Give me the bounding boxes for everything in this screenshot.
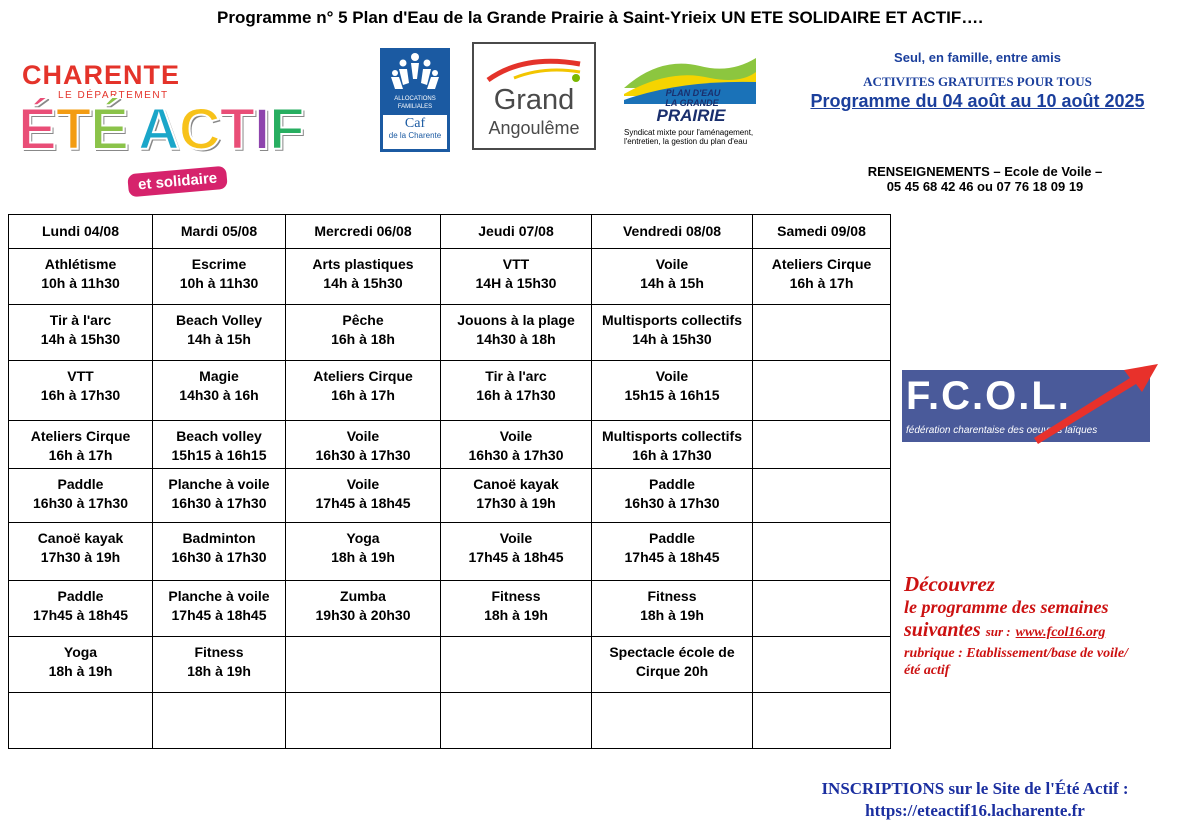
activity-cell: [441, 469, 592, 523]
schedule-body: [9, 249, 891, 749]
activity-cell: [753, 249, 891, 305]
activity-name: Tir à l'arc: [485, 368, 547, 384]
discover-suivantes: suivantes: [904, 619, 981, 641]
activity-time: 16h à 17h: [48, 447, 113, 463]
activity-time: 16h30 à 17h30: [624, 495, 720, 511]
activity-name: Voile: [346, 476, 380, 492]
caf-sub: de la Charente: [388, 131, 442, 140]
activity-cell: [592, 523, 753, 581]
activity-cell: [441, 421, 592, 469]
activity-cell: [592, 469, 753, 523]
activity-name: Voile: [655, 256, 689, 272]
discover-line4: rubrique : Etablissement/base de voile/: [904, 646, 1128, 661]
activity-name: Escrime: [191, 256, 247, 272]
activity-cell: [286, 249, 441, 305]
activity-time: 14h à 15h30: [40, 331, 121, 347]
activity-time: 17h45 à 18h45: [468, 549, 564, 565]
activity-name: Voile: [655, 368, 689, 384]
activity-name: Fitness: [194, 644, 244, 660]
activity-cell: [592, 249, 753, 305]
activity-cell: [753, 693, 891, 749]
schedule-row: [9, 581, 891, 637]
activity-name: Paddle: [649, 530, 695, 546]
activity-name: Paddle: [57, 588, 104, 604]
activity-cell: [753, 469, 891, 523]
ete-actif-letter: É: [18, 97, 56, 162]
activity-time: 18h à 19h: [187, 663, 251, 679]
activity-cell: [441, 305, 592, 361]
charente-logo-name: CHARENTE: [22, 60, 181, 90]
caf-logo: [380, 48, 450, 152]
activity-name: Ateliers Cirque: [30, 428, 131, 444]
schedule-row: [9, 421, 891, 469]
activity-name: Fitness: [491, 588, 541, 604]
activity-name: Voile: [499, 530, 533, 546]
activity-name: Voile: [499, 428, 533, 444]
activity-name: Planche à voile: [168, 476, 270, 492]
activity-time: 19h30 à 20h30: [315, 607, 411, 623]
activity-cell: [153, 361, 286, 421]
activity-name: Planche à voile: [168, 588, 270, 604]
activity-name: Jouons à la plage: [457, 312, 575, 328]
activity-cell: [286, 637, 441, 693]
activity-time: 15h15 à 16h15: [171, 447, 267, 463]
activity-time: 16h30 à 17h30: [468, 447, 564, 463]
activity-name: Canoë kayak: [37, 530, 124, 546]
activity-cell: [753, 637, 891, 693]
schedule-row: [9, 249, 891, 305]
day-header: Mercredi 06/08: [286, 215, 441, 249]
activity-cell: [153, 421, 286, 469]
activity-name: Arts plastiques: [312, 256, 414, 272]
activity-time: 18h à 19h: [331, 549, 395, 565]
caf-allocations-text: [381, 95, 449, 111]
activity-name: Beach volley: [176, 428, 262, 444]
activity-time: 17h45 à 18h45: [33, 607, 128, 623]
ete-actif-wordmark: [18, 98, 304, 162]
plan-eau-grande-prairie-logo: [620, 48, 770, 152]
plan-eau-description: [624, 128, 774, 146]
activity-cell: [441, 523, 592, 581]
activity-time: 18h à 19h: [48, 663, 113, 679]
activity-name: Yoga: [346, 530, 380, 546]
activity-cell: [153, 249, 286, 305]
tagline: Seul, en famille, entre amis: [894, 50, 1061, 65]
grand-angouleme-line2: Angoulême: [488, 118, 580, 138]
activity-time: 16h30 à 17h30: [33, 495, 128, 511]
activity-time: Cirque 20h: [635, 663, 709, 679]
activity-time: 14h à 15h: [187, 331, 251, 347]
activity-cell: [9, 305, 153, 361]
activity-cell: [592, 693, 753, 749]
activity-time: 18h à 19h: [484, 607, 548, 623]
ete-actif-letter: F: [269, 97, 304, 162]
discover-line2: le programme des semaines: [904, 597, 1109, 617]
activity-cell: [441, 581, 592, 637]
activity-cell: [592, 637, 753, 693]
plan-eau-line3: PRAIRIE: [656, 106, 726, 125]
activity-cell: [153, 305, 286, 361]
day-header: Jeudi 07/08: [441, 215, 592, 249]
caf-name-box: [383, 115, 447, 149]
ete-actif-letter: T: [55, 97, 91, 162]
activity-name: Canoë kayak: [473, 476, 559, 492]
activity-cell: [9, 693, 153, 749]
activity-cell: [441, 693, 592, 749]
activity-name: Ateliers Cirque: [313, 368, 413, 384]
activity-cell: [753, 581, 891, 637]
activity-name: Tir à l'arc: [49, 312, 112, 328]
activity-cell: [153, 693, 286, 749]
activity-name: Voile: [346, 428, 380, 444]
activity-cell: [9, 523, 153, 581]
activity-name: Fitness: [647, 588, 697, 604]
activity-time: 15h15 à 16h15: [624, 387, 720, 403]
activity-cell: [286, 693, 441, 749]
fcol-arrow-icon: [1032, 362, 1162, 448]
fcol-sub: fédération charentaise des oeuvres laïques: [906, 425, 1098, 436]
activity-name: Spectacle école de: [609, 644, 735, 660]
activity-time: 14h à 15h30: [323, 275, 403, 291]
discover-line1: Découvrez: [904, 572, 995, 596]
activity-cell: [286, 305, 441, 361]
ete-actif-letter: É: [90, 97, 128, 162]
grand-angouleme-logo: [472, 42, 596, 150]
activity-name: Paddle: [57, 476, 104, 492]
schedule-header-row: [9, 215, 891, 249]
charente-ete-actif-logo: [18, 58, 338, 208]
day-header: Mardi 05/08: [153, 215, 286, 249]
discover-line5: été actif: [904, 663, 950, 678]
plan-eau-line1: PLAN D'EAU: [665, 88, 721, 98]
activity-cell: [592, 305, 753, 361]
schedule-row: [9, 693, 891, 749]
schedule-table: [8, 214, 891, 749]
schedule-row: [9, 523, 891, 581]
activity-time: 14h à 15h: [640, 275, 704, 291]
ete-actif-letter: C: [178, 97, 220, 162]
activity-cell: [9, 249, 153, 305]
schedule-row: [9, 361, 891, 421]
grand-angouleme-line1: Grand: [493, 84, 575, 116]
activity-cell: [441, 637, 592, 693]
info-phone-numbers: 05 45 68 42 46 ou 07 76 18 09 19: [886, 179, 1084, 194]
et-solidaire-badge: et solidaire: [127, 166, 228, 198]
activity-time: 16h à 17h30: [40, 387, 121, 403]
activity-cell: [753, 361, 891, 421]
fcol-name: F.C.O.L.: [906, 374, 1071, 418]
activity-name: Yoga: [63, 644, 98, 660]
activity-time: 16h30 à 17h30: [171, 495, 267, 511]
activity-cell: [9, 637, 153, 693]
activity-time: 14h30 à 18h: [476, 331, 556, 347]
ete-actif-letter: A: [137, 97, 179, 162]
inscriptions-url-link[interactable]: https://eteactif16.lacharente.fr: [865, 801, 1085, 820]
caf-al-line2: FAMILIALES: [397, 104, 433, 110]
activity-name: Pêche: [342, 312, 384, 328]
discover-line3: [904, 618, 1194, 645]
inscriptions-label: INSCRIPTIONS sur le Site de l'Été Actif :: [821, 779, 1129, 798]
schedule-row: [9, 305, 891, 361]
caf-name: Caf: [404, 116, 426, 131]
activity-time: 17h30 à 19h: [40, 549, 121, 565]
activity-cell: [9, 361, 153, 421]
info-label: RENSEIGNEMENTS – Ecole de Voile –: [867, 164, 1103, 179]
caf-al-line1: ALLOCATIONS: [394, 96, 436, 102]
activity-cell: [592, 361, 753, 421]
fcol-website-link[interactable]: www.fcol16.org: [1015, 625, 1106, 640]
activity-name: Ateliers Cirque: [771, 256, 872, 272]
activity-name: Magie: [199, 368, 239, 384]
activity-cell: [286, 523, 441, 581]
activity-name: Badminton: [182, 530, 256, 546]
ete-actif-letter: I: [254, 97, 270, 162]
activity-time: 10h à 11h30: [179, 275, 259, 291]
free-activities-text: ACTIVITES GRATUITES POUR TOUS: [863, 74, 1092, 89]
activity-time: 16h30 à 17h30: [315, 447, 411, 463]
activity-cell: [153, 581, 286, 637]
day-header: Lundi 04/08: [9, 215, 153, 249]
activity-time: 17h45 à 18h45: [171, 607, 267, 623]
activity-cell: [753, 523, 891, 581]
activity-time: 17h45 à 18h45: [624, 549, 720, 565]
activity-name: VTT: [502, 256, 530, 272]
activity-time: 14H à 15h30: [475, 275, 557, 291]
activity-cell: [286, 421, 441, 469]
activity-name: Multisports collectifs: [601, 428, 743, 444]
activity-time: 16h à 17h30: [476, 387, 556, 403]
fcol-logo: [902, 362, 1162, 448]
activity-name: Paddle: [649, 476, 695, 492]
activity-time: 16h à 18h: [331, 331, 395, 347]
plan-eau-desc-line2: l'entretien, la gestion du plan d'eau: [624, 137, 748, 146]
activity-name: Zumba: [340, 588, 386, 604]
activity-time: 14h à 15h30: [632, 331, 712, 347]
plan-eau-desc-line1: Syndicat mixte pour l'aménagement,: [624, 128, 754, 137]
activity-name: Beach Volley: [175, 312, 263, 328]
program-dates: Programme du 04 août au 10 août 2025: [810, 91, 1145, 111]
activity-time: 16h à 17h: [331, 387, 395, 403]
charente-logo-sub: LE DÉPARTEMENT: [58, 90, 169, 101]
day-header: Samedi 09/08: [753, 215, 891, 249]
activity-cell: [286, 469, 441, 523]
activity-cell: [9, 421, 153, 469]
activity-cell: [592, 421, 753, 469]
discover-more-block: [904, 572, 1194, 679]
activity-cell: [9, 469, 153, 523]
plan-eau-line2: LA GRANDE: [665, 98, 719, 108]
activity-time: 17h30 à 19h: [476, 495, 556, 511]
page-title: Programme n° 5 Plan d'Eau de la Grande Prairie à Saint-Yrieix UN ETE SOLIDAIRE ET ACTIF….: [217, 8, 983, 27]
activity-time: 17h45 à 18h45: [315, 495, 411, 511]
activity-cell: [441, 249, 592, 305]
activity-cell: [153, 637, 286, 693]
activity-time: 16h à 17h30: [632, 447, 712, 463]
activity-time: 16h30 à 17h30: [171, 549, 267, 565]
discover-sur: sur :: [985, 624, 1011, 639]
activity-cell: [153, 523, 286, 581]
ete-actif-letter: T: [219, 97, 255, 162]
activity-name: Multisports collectifs: [601, 312, 743, 328]
activity-cell: [286, 581, 441, 637]
activity-cell: [9, 581, 153, 637]
activity-cell: [153, 469, 286, 523]
activity-name: VTT: [67, 368, 94, 384]
activity-time: 14h30 à 16h: [179, 387, 259, 403]
activity-cell: [753, 305, 891, 361]
activity-cell: [753, 421, 891, 469]
activity-time: 10h à 11h30: [41, 275, 120, 291]
activity-time: 16h à 17h: [789, 275, 854, 291]
activity-name: Athlétisme: [44, 256, 117, 272]
activity-cell: [441, 361, 592, 421]
schedule-row: [9, 637, 891, 693]
activity-time: 18h à 19h: [640, 607, 704, 623]
activity-cell: [592, 581, 753, 637]
day-header: Vendredi 08/08: [592, 215, 753, 249]
grand-angouleme-swoosh-icon: [484, 50, 584, 84]
activity-cell: [286, 361, 441, 421]
schedule-row: [9, 469, 891, 523]
